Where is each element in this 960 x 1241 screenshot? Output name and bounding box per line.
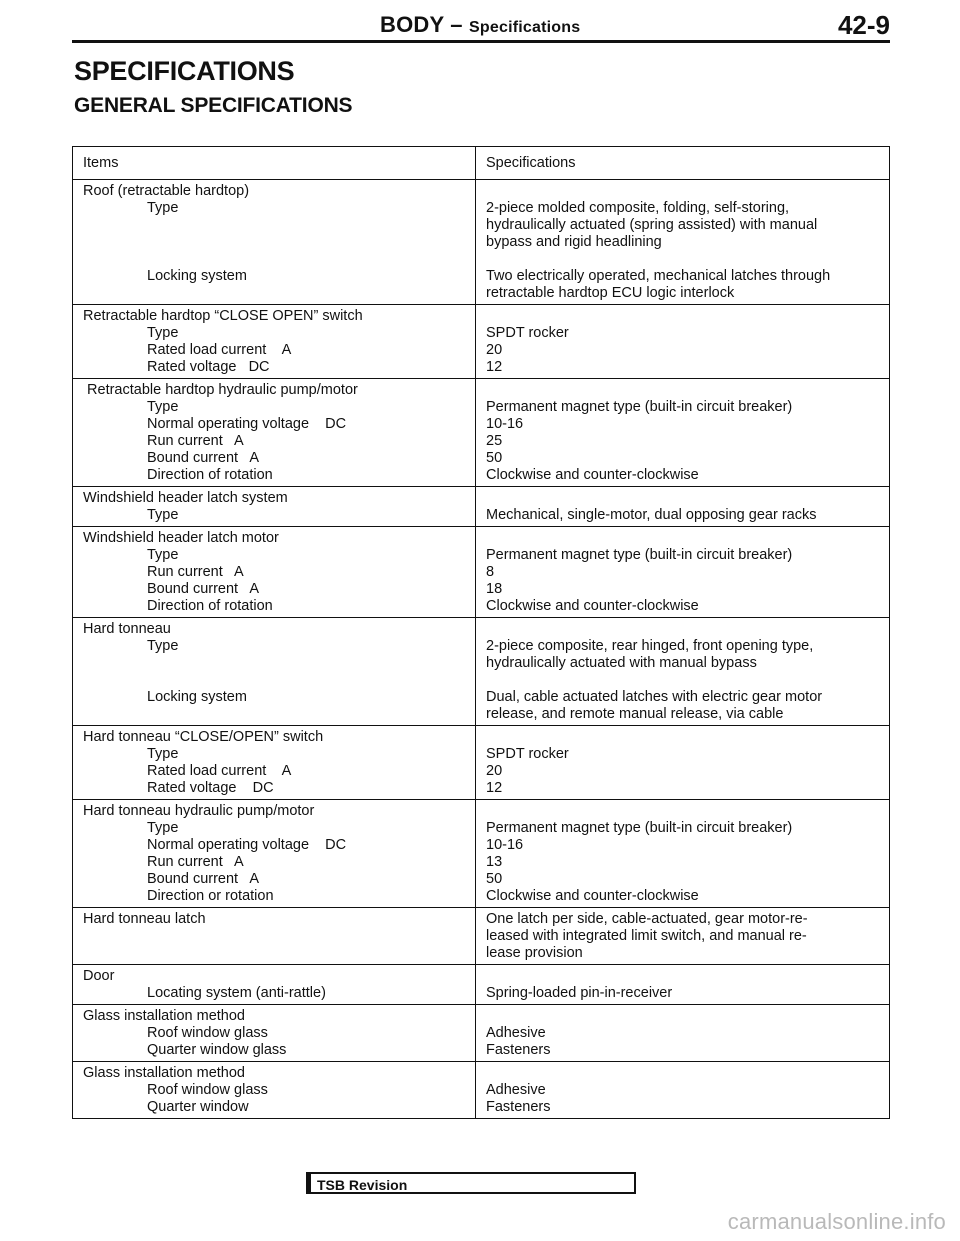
spec-value: 20 (486, 342, 503, 358)
spec-value: 2-piece composite, rear hinged, front opening type, (486, 638, 814, 654)
item-label: Bound current A (147, 450, 260, 466)
item-group-label: Glass installation method (83, 1065, 245, 1081)
table-row (73, 487, 890, 527)
subsection-title: GENERAL SPECIFICATIONS (74, 94, 353, 117)
table-row (73, 527, 890, 618)
item-label: Bound current A (147, 581, 260, 597)
item-label: Type (147, 547, 179, 563)
section-title: SPECIFICATIONS (74, 56, 295, 86)
row-gap (486, 672, 881, 689)
table-row (73, 379, 890, 487)
item-label: Roof window glass (147, 1025, 268, 1041)
spec-value: Clockwise and counter-clockwise (486, 598, 699, 614)
spec-value: Fasteners (486, 1042, 551, 1058)
item-label: Rated voltage DC (147, 359, 270, 375)
table-header-row (73, 147, 890, 180)
spec-value: 13 (486, 854, 503, 870)
item-label: Locking system (147, 689, 247, 705)
item-label: Rated load current A (147, 342, 292, 358)
item-label: Direction of rotation (147, 598, 273, 614)
items-cell (73, 800, 476, 908)
row-gap (486, 729, 881, 746)
item-group-label: Windshield header latch system (83, 490, 288, 506)
table-row (73, 618, 890, 726)
items-cell (73, 618, 476, 726)
spec-value: 50 (486, 871, 503, 887)
spec-value: 50 (486, 450, 503, 466)
row-gap (83, 655, 467, 672)
item-group-label: Glass installation method (83, 1008, 245, 1024)
table-row (73, 908, 890, 965)
spec-value: retractable hardtop ECU logic interlock (486, 285, 735, 301)
row-gap (486, 621, 881, 638)
item-group-label: Hard tonneau “CLOSE/OPEN” switch (83, 729, 324, 745)
spec-value: Mechanical, single-motor, dual opposing gear racks (486, 507, 817, 523)
tsb-revision-box: TSB Revision (306, 1172, 636, 1194)
spec-value: Permanent magnet type (built-in circuit breaker) (486, 399, 793, 415)
col-header-items: Items (73, 147, 476, 180)
page-number: 42-9 (837, 10, 890, 40)
spec-table (72, 146, 890, 1119)
item-label: Run current A (147, 433, 244, 449)
table-row (73, 1062, 890, 1119)
spec-value: 12 (486, 359, 503, 375)
item-label: Locating system (anti-rattle) (147, 985, 326, 1001)
spec-value: 12 (486, 780, 503, 796)
spec-value: Spring-loaded pin-in-receiver (486, 985, 673, 1001)
spec-value: Fasteners (486, 1099, 551, 1115)
items-cell (73, 908, 476, 965)
items-cell (73, 1005, 476, 1062)
item-label: Type (147, 746, 179, 762)
row-gap (486, 968, 881, 985)
item-label: Normal operating voltage DC (147, 837, 347, 853)
spec-value: Permanent magnet type (built-in circuit breaker) (486, 547, 793, 563)
item-label: Quarter window (147, 1099, 249, 1115)
specs-cell (476, 305, 890, 379)
specs-cell (476, 908, 890, 965)
spec-value: 2-piece molded composite, folding, self-storing, (486, 200, 790, 216)
spec-value: 20 (486, 763, 503, 779)
item-group-label: Windshield header latch motor (83, 530, 279, 546)
item-label: Rated load current A (147, 763, 292, 779)
table-row (73, 305, 890, 379)
items-cell (73, 965, 476, 1005)
spec-value: Clockwise and counter-clockwise (486, 888, 699, 904)
spec-value: 18 (486, 581, 503, 597)
spec-value: leased with integrated limit switch, and manual re- (486, 928, 807, 944)
item-label: Type (147, 399, 179, 415)
item-group-label: Retractable hardtop “CLOSE OPEN” switch (83, 308, 363, 324)
item-group-label: Door (83, 968, 115, 984)
item-label: Run current A (147, 854, 244, 870)
spec-value: Permanent magnet type (built-in circuit breaker) (486, 820, 793, 836)
row-gap (486, 382, 881, 399)
specs-cell (476, 965, 890, 1005)
table-row (73, 1005, 890, 1062)
items-cell (73, 527, 476, 618)
items-cell (73, 1062, 476, 1119)
item-label: Type (147, 507, 179, 523)
spec-value: hydraulically actuated with manual bypass (486, 655, 757, 671)
row-gap (486, 803, 881, 820)
item-label: Roof window glass (147, 1082, 268, 1098)
spec-value: bypass and rigid headlining (486, 234, 662, 250)
item-label: Type (147, 638, 179, 654)
row-gap (486, 183, 881, 200)
item-label: Bound current A (147, 871, 260, 887)
specs-cell (476, 1062, 890, 1119)
spec-value: 10-16 (486, 837, 524, 853)
row-gap (486, 490, 881, 507)
table-row (73, 180, 890, 305)
spec-value: Adhesive (486, 1082, 546, 1098)
specs-cell (476, 527, 890, 618)
item-group-label: Roof (retractable hardtop) (83, 183, 250, 199)
item-group-label: Hard tonneau latch (83, 911, 206, 927)
specs-cell (476, 618, 890, 726)
spec-value: SPDT rocker (486, 746, 569, 762)
items-cell (73, 726, 476, 800)
row-gap (486, 1008, 881, 1025)
specs-cell (476, 800, 890, 908)
row-gap (486, 308, 881, 325)
item-group-label: Hard tonneau hydraulic pump/motor (83, 803, 315, 819)
item-label: Direction or rotation (147, 888, 274, 904)
item-label: Locking system (147, 268, 247, 284)
col-header-specs: Specifications (476, 147, 890, 180)
item-label: Type (147, 200, 179, 216)
item-label: Normal operating voltage DC (147, 416, 347, 432)
specs-cell (476, 180, 890, 305)
item-label: Type (147, 325, 179, 341)
table-row (73, 800, 890, 908)
item-label: Rated voltage DC (147, 780, 274, 796)
spec-value: hydraulically actuated (spring assisted) with manual (486, 217, 818, 233)
specs-cell (476, 379, 890, 487)
specs-cell (476, 487, 890, 527)
table-row (73, 726, 890, 800)
specs-cell (476, 726, 890, 800)
spec-value: Adhesive (486, 1025, 546, 1041)
item-label: Direction of rotation (147, 467, 273, 483)
spec-value: 25 (486, 433, 503, 449)
items-cell (73, 379, 476, 487)
spec-value: lease provision (486, 945, 583, 961)
spec-value: Two electrically operated, mechanical latches through (486, 268, 831, 284)
row-gap (486, 251, 881, 268)
spec-value: Dual, cable actuated latches with electric gear motor (486, 689, 823, 705)
watermark: carmanualsonline.info (727, 1209, 946, 1234)
spec-value: 10-16 (486, 416, 524, 432)
table-row (73, 965, 890, 1005)
header-title-main: BODY – (380, 12, 463, 37)
item-group-label: Retractable hardtop hydraulic pump/motor (83, 382, 358, 398)
header-title (380, 12, 580, 38)
item-group-label: Hard tonneau (83, 621, 171, 637)
items-cell (73, 180, 476, 305)
spec-value: 8 (486, 564, 495, 580)
row-gap (83, 217, 467, 251)
spec-value: SPDT rocker (486, 325, 569, 341)
spec-value: One latch per side, cable-actuated, gear motor-re- (486, 911, 808, 927)
row-gap (83, 672, 467, 689)
row-gap (486, 1065, 881, 1082)
row-gap (83, 251, 467, 268)
items-cell (73, 487, 476, 527)
item-label: Run current A (147, 564, 244, 580)
item-label: Type (147, 820, 179, 836)
spec-value: release, and remote manual release, via cable (486, 706, 784, 722)
row-gap (486, 530, 881, 547)
spec-value: Clockwise and counter-clockwise (486, 467, 699, 483)
item-label: Quarter window glass (147, 1042, 287, 1058)
items-cell (73, 305, 476, 379)
header-subtitle: Specifications (469, 19, 581, 36)
page-header (72, 10, 890, 43)
specs-cell (476, 1005, 890, 1062)
